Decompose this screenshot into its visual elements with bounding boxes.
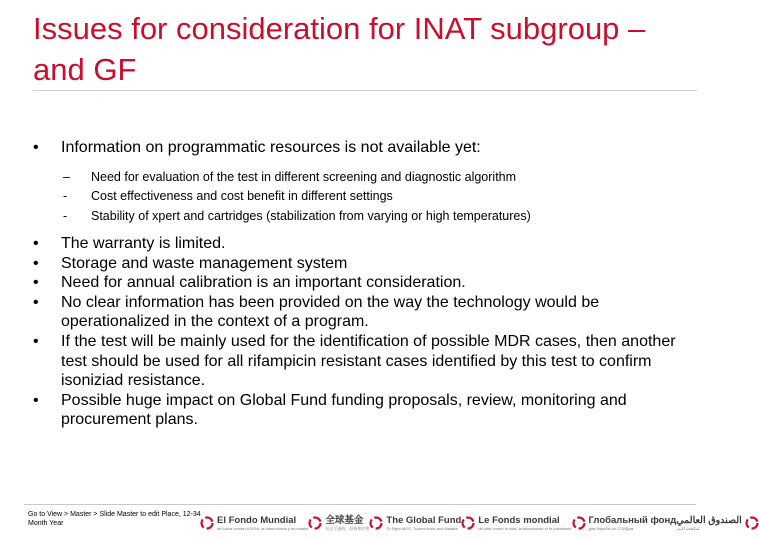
slide-body [33, 138, 693, 430]
footer-divider [24, 504, 696, 505]
logo-tagline: To Fight AIDS, Tuberculosis and Malaria [386, 525, 458, 531]
logo-tagline: لمكافحة الإيدز [676, 525, 700, 531]
footer-note: Go to View > Master > Slide Master to edit Place, 12-34 Month Year [28, 511, 201, 527]
logo-name: 全球基金 [325, 514, 364, 526]
global-fund-swirl-icon [745, 516, 759, 530]
sub-item-text: Stability of xpert and cartridges (stabilization from varying or high temperatures) [91, 208, 531, 223]
sub-item-cost [61, 187, 693, 207]
bullet-text: Possible huge impact on Global Fund funding proposals, review, monitoring and procurement plans. [61, 391, 627, 429]
logo-the-global-fund [369, 516, 461, 531]
bullet-marker: • [33, 254, 39, 272]
dash-marker: – [63, 169, 70, 184]
logo-name: El Fondo Mundial [217, 514, 297, 526]
bullet-calibration [33, 273, 693, 293]
logo-tagline: для борьбы со СПИДом [588, 525, 634, 531]
logo-arabic [676, 516, 759, 531]
global-fund-swirl-icon [461, 516, 475, 530]
bullet-storage [33, 254, 693, 274]
sub-item-evaluation [61, 168, 693, 188]
logo-name: The Global Fund [386, 514, 462, 526]
bullet-marker: • [33, 391, 39, 409]
bullet-text: If the test will be mainly used for the identification of possible MDR cases, then another test should be used for all rifampicin resistant cases identified by this test to confirm isoniziad resistance. [61, 333, 676, 390]
bullet-text: Information on programmatic resources is not available yet: [61, 139, 481, 156]
global-fund-swirl-icon [572, 516, 586, 530]
logo-el-fondo-mundial [200, 516, 308, 531]
footer-logos [200, 512, 742, 534]
bullet-mdr-cases [33, 332, 693, 391]
bullet-marker: • [33, 139, 39, 156]
sub-list [61, 168, 693, 227]
sub-item-text: Cost effectiveness and cost benefit in different settings [91, 189, 393, 204]
bullet-global-fund-impact [33, 391, 693, 430]
slide-title: Issues for consideration for INAT subgroup – and GF [33, 11, 646, 87]
title-divider [33, 90, 697, 91]
global-fund-swirl-icon [200, 516, 214, 530]
logo-name: Le Fonds mondial [478, 514, 560, 526]
bullet-marker: • [33, 293, 39, 311]
logo-russian [572, 516, 677, 531]
sub-item-text: Need for evaluation of the test in different screening and diagnostic algorithm [91, 169, 517, 184]
bullet-text: Need for annual calibration is an important consideration. [61, 274, 466, 292]
bullet-warranty [33, 234, 693, 254]
bullet-marker: • [33, 235, 39, 253]
global-fund-swirl-icon [308, 516, 322, 530]
logo-chinese [308, 516, 369, 531]
logo-name: Глобальный фонд [588, 514, 677, 526]
bullet-text: Storage and waste management system [61, 254, 348, 272]
dash-marker: - [63, 208, 68, 223]
dash-marker: - [63, 189, 68, 204]
bullet-operationalization [33, 293, 693, 332]
logo-name: الصندوق العالمي [676, 514, 742, 526]
bullet-marker: • [33, 274, 39, 292]
logo-tagline: de lucha contra el SIDA, la tuberculosis y la malaria [217, 525, 309, 531]
sub-item-stability [61, 207, 693, 227]
bullet-marker: • [33, 333, 39, 351]
logo-le-fonds-mondial [461, 516, 571, 531]
logo-tagline: de lutte contre le sida, la tuberculose et le paludisme [478, 525, 572, 531]
global-fund-swirl-icon [369, 516, 383, 530]
logo-tagline: 抗击艾滋病、结核和疟疾 [325, 525, 370, 531]
bullet-programmatic-resources [33, 138, 693, 158]
bullet-text: The warranty is limited. [61, 235, 226, 253]
bullet-text: No clear information has been provided on the way the technology would be operationalized in the context of a program. [61, 293, 600, 331]
